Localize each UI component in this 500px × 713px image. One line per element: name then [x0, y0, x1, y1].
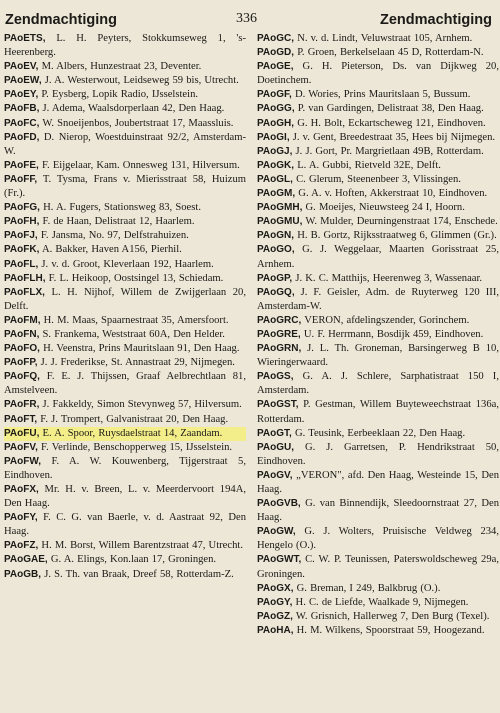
call-sign: PAoGD, — [257, 47, 295, 59]
entry-details: P. Gestman, Willem Buyteweechstraat 136a, Rotterdam. — [257, 399, 499, 425]
directory-entry — [257, 187, 499, 201]
entry-details: J. v. Gent, Breedestraat 35, Hees bij Nijmegen. — [289, 131, 496, 143]
entry-details: G. H. Pieterson, Ds. van Dijkweg 20, Doetinchem. — [257, 61, 499, 87]
directory-entry — [4, 88, 246, 102]
call-sign: PAoFP, — [4, 357, 38, 369]
header-left-title: Zendmachtiging — [5, 12, 117, 28]
directory-entry — [257, 215, 499, 229]
call-sign: PAoGWT, — [257, 554, 302, 566]
directory-entry — [257, 553, 499, 581]
directory-entry — [4, 215, 246, 229]
directory-entry — [257, 201, 499, 215]
entry-details: F. Verlinde, Benschopperweg 15, IJsselstein. — [37, 441, 233, 453]
entry-details: H. M. Maas, Spaarnestraat 35, Amersfoort. — [40, 314, 229, 326]
entry-details: D. Wories, Prins Mauritslaan 5, Bussum. — [291, 89, 471, 101]
entry-details: H. B. Gortz, Rijksstraatweg 6, Glimmen (Gr.). — [294, 230, 497, 242]
call-sign: PAoGU, — [257, 441, 295, 453]
directory-entry — [4, 539, 246, 553]
directory-entry — [257, 32, 499, 46]
directory-entry — [4, 258, 246, 272]
call-sign: PAoGRN, — [257, 343, 302, 355]
entry-details: U. F. Herrmann, Bosdijk 459, Eindhoven. — [300, 328, 484, 340]
directory-entry — [257, 60, 499, 88]
call-sign: PAoGW, — [257, 526, 296, 538]
directory-entry — [257, 173, 499, 187]
entry-details: G. van Binnendijk, Sleedoornstraat 27, Den Haag. — [257, 498, 499, 524]
entry-details: J. A. Westerwout, Leidseweg 59 bis, Utrecht. — [41, 75, 239, 87]
call-sign: PAoFE, — [4, 159, 39, 171]
page-number: 336 — [236, 11, 257, 26]
directory-entry — [257, 117, 499, 131]
entry-details: G. Breman, I 249, Balkbrug (O.). — [293, 582, 441, 594]
directory-entry — [4, 356, 246, 370]
call-sign: PAoGX, — [257, 582, 294, 594]
entry-details: F. L. Heikoop, Oostsingel 13, Schiedam. — [45, 272, 224, 284]
header-right-title: Zendmachtiging — [380, 12, 492, 28]
entry-details: A. Bakker, Haven A156, Pierhil. — [39, 244, 182, 256]
call-sign: PAoGY, — [257, 596, 293, 608]
entry-details: P. Eysberg, Lopik Radio, IJsselstein. — [38, 89, 199, 101]
directory-entry — [4, 131, 246, 159]
directory-entry — [257, 131, 499, 145]
call-sign: PAoFV, — [4, 441, 38, 453]
call-sign: PAoGF, — [257, 89, 292, 101]
entry-details: F. J. Trompert, Galvanistraat 20, Den Haag. — [37, 413, 229, 425]
entry-details: J. Adema, Waalsdorperlaan 42, Den Haag. — [39, 103, 225, 115]
call-sign: PAoGRC, — [257, 314, 302, 326]
call-sign: PAoFL, — [4, 258, 39, 270]
directory-entry — [257, 398, 499, 426]
call-sign: PAoFK, — [4, 244, 40, 256]
entry-details: W. Mulder, Deurningenstraat 174, Enschede. — [302, 216, 498, 228]
entry-details: J. K. C. Matthijs, Heerenweg 3, Wassenaar. — [292, 272, 483, 284]
entry-details: H. M. Wilkens, Spoorstraat 59, Hoogezand. — [293, 624, 485, 636]
call-sign: PAoGP, — [257, 272, 293, 284]
call-sign: PAoFF, — [4, 173, 38, 185]
entry-details: C. W. P. Teunissen, Paterswoldscheweg 29a, Groningen. — [257, 554, 499, 580]
directory-entry — [257, 145, 499, 159]
call-sign: PAoGV, — [257, 469, 293, 481]
call-sign: PAoGS, — [257, 371, 294, 383]
directory-entry — [4, 173, 246, 201]
directory-entry — [4, 413, 246, 427]
entry-details: N. v. d. Lindt, Veluwstraat 105, Arnhem. — [294, 33, 473, 44]
entry-details: F. Eijgelaar, Kam. Onnesweg 131, Hilversum. — [38, 159, 240, 171]
entry-details: M. Albers, Hunzestraat 23, Deventer. — [38, 61, 202, 73]
directory-entry — [4, 60, 246, 74]
entry-details: J. J. Gort, Pr. Margrietlaan 49B, Rotterdam. — [292, 145, 484, 157]
call-sign: PAoEW, — [4, 75, 42, 87]
entry-details: C. Glerum, Steenenbeer 3, Vlissingen. — [292, 173, 461, 185]
directory-entry — [257, 497, 499, 525]
directory-entry — [4, 314, 246, 328]
entry-details: F. C. G. van Baerle, v. d. Aastraat 92, Den Haag. — [4, 512, 246, 538]
call-sign: PAoGM, — [257, 188, 296, 200]
directory-entry — [4, 286, 246, 314]
directory-entry — [4, 342, 246, 356]
entry-details: J. L. Th. Groneman, Barsingerweg B 10, Wieringerwaard. — [257, 343, 499, 369]
entry-details: Mr. H. v. Breen, L. v. Meerdervoort 194A, Den Haag. — [4, 484, 246, 510]
entry-details: E. A. Spoor, Ruysdaelstraat 14, Zaandam. — [39, 427, 223, 439]
call-sign: PAoFT, — [4, 413, 38, 425]
entry-details: H. C. de Liefde, Waalkade 9, Nijmegen. — [292, 596, 469, 608]
call-sign: PAoGJ, — [257, 145, 293, 157]
entry-details: T. Tysma, Frans v. Mierisstraat 58, Huizum (Fr.). — [4, 173, 246, 200]
call-sign: PAoEY, — [4, 89, 39, 101]
call-sign: PAoGQ, — [257, 286, 295, 298]
call-sign: PAoGC, — [257, 33, 295, 44]
directory-entry — [257, 525, 499, 553]
call-sign: PAoGE, — [257, 61, 294, 73]
directory-entry — [257, 342, 499, 370]
call-sign: PAoGRE, — [257, 328, 301, 340]
directory-entry — [4, 243, 246, 257]
call-sign: PAoFY, — [4, 512, 38, 524]
entry-details: G. Moeijes, Nieuwsteeg 24 I, Hoorn. — [302, 202, 465, 214]
entry-details: J. Fakkeldy, Simon Stevynweg 57, Hilversum. — [39, 399, 242, 411]
call-sign: PAoFX, — [4, 484, 39, 495]
call-sign: PAoFC, — [4, 117, 40, 129]
directory-entry — [257, 441, 499, 469]
entry-details: „VERON", afd. Den Haag, Westeinde 15, Den Haag. — [257, 469, 499, 495]
call-sign: PAoGMH, — [257, 202, 303, 214]
call-sign: PAoGST, — [257, 399, 299, 411]
entry-details: L. A. Gubbi, Rietveld 32E, Delft. — [294, 159, 441, 171]
directory-entry — [257, 286, 499, 314]
call-sign: PAoFQ, — [4, 371, 40, 383]
call-sign: PAoETS, — [4, 33, 46, 44]
directory-entry — [4, 272, 246, 286]
call-sign: PAoFZ, — [4, 540, 39, 552]
entry-details: G. Teusink, Eerbeeklaan 22, Den Haag. — [291, 427, 466, 439]
entry-details: J. J. Frederikse, St. Annastraat 29, Nijmegen. — [37, 357, 235, 369]
directory-entry — [257, 88, 499, 102]
directory-entry — [257, 328, 499, 342]
directory-entry — [257, 229, 499, 243]
entry-details: G. A. v. Hoften, Akkerstraat 10, Eindhoven. — [295, 188, 488, 200]
call-sign: PAoGVB, — [257, 498, 301, 510]
directory-entry — [4, 568, 246, 582]
directory-entry — [257, 46, 499, 60]
entry-details: F. E. J. Thijssen, Graaf Aelbrechtlaan 81, Amstelveen. — [4, 371, 246, 397]
call-sign: PAoFM, — [4, 314, 41, 326]
entry-details: G. J. Weggelaar, Maarten Gorisstraat 25, Arnhem. — [257, 244, 499, 270]
directory-entry — [4, 455, 246, 483]
entry-details: P. van Gardingen, Delistraat 38, Den Haag. — [294, 103, 484, 115]
directory-entry — [257, 370, 499, 398]
directory-entry — [4, 229, 246, 243]
call-sign: PAoGL, — [257, 173, 293, 185]
directory-entry — [257, 159, 499, 173]
entry-details: J. F. Geisler, Adm. de Ruyterweg 120 III, Amsterdam-W. — [257, 286, 499, 312]
directory-entry — [257, 469, 499, 497]
call-sign: PAoGZ, — [257, 610, 293, 622]
entry-details: H. Veenstra, Prins Mauritslaan 91, Den Haag. — [39, 343, 240, 355]
call-sign: PAoFB, — [4, 103, 40, 115]
directory-entry — [257, 596, 499, 610]
directory-entry — [4, 328, 246, 342]
entry-details: VERON, afdelingszender, Gorinchem. — [301, 314, 470, 326]
call-sign: PAoFLX, — [4, 286, 45, 298]
directory-entry — [4, 511, 246, 539]
entry-details: L. H. Nijhof, Willem de Zwijgerlaan 20, Delft. — [4, 286, 246, 312]
directory-entry — [257, 272, 499, 286]
directory-entry — [4, 117, 246, 131]
call-sign: PAoGG, — [257, 103, 295, 115]
entry-details: P. Groen, Berkelselaan 45 D, Rotterdam-N. — [294, 47, 484, 59]
page-header — [0, 5, 500, 31]
directory-entry — [257, 243, 499, 271]
entry-details: F. Jansma, No. 97, Delfstrahuizen. — [37, 230, 189, 242]
call-sign: PAoGI, — [257, 131, 290, 143]
call-sign: PAoFW, — [4, 455, 42, 467]
call-sign: PAoGT, — [257, 427, 292, 439]
entry-details: G. J. Wolters, Pruisische Veldweg 234, Hengelo (O.). — [257, 526, 499, 552]
call-sign: PAoFJ, — [4, 230, 38, 242]
call-sign: PAoFO, — [4, 343, 40, 355]
directory-entry — [4, 32, 246, 60]
directory-entry — [4, 553, 246, 567]
call-sign: PAoFN, — [4, 328, 40, 340]
highlighted-entry — [4, 427, 246, 441]
call-sign: PAoFD, — [4, 131, 40, 143]
directory-entry — [4, 398, 246, 412]
entry-details: H. M. Borst, Willem Barentzstraat 47, Utrecht. — [38, 540, 243, 552]
entry-details: F. A. W. Kouwenberg, Tijgerstraat 5, Eindhoven. — [4, 455, 246, 481]
directory-entry — [257, 610, 499, 624]
entry-details: J. v. d. Groot, Kleverlaan 192, Haarlem. — [38, 258, 214, 270]
directory-entry — [4, 201, 246, 215]
directory-entry — [4, 483, 246, 511]
call-sign: PAoFH, — [4, 216, 40, 228]
entry-details: L. H. Peyters, Stokkumseweg 1, 's-Heerenberg. — [4, 33, 246, 59]
entry-details: D. Nierop, Woestduinstraat 92/2, Amsterdam-W. — [4, 131, 246, 157]
directory-entry — [4, 441, 246, 455]
call-sign: PAoGN, — [257, 230, 295, 242]
call-sign: PAoFG, — [4, 202, 40, 214]
directory-entry — [4, 370, 246, 398]
entry-details: F. de Haan, Delistraat 12, Haarlem. — [39, 216, 195, 228]
entry-details: G. H. Bolt, Eckartscheweg 121, Eindhoven. — [294, 117, 486, 129]
call-sign: PAoGB, — [4, 568, 42, 580]
entry-details: G. J. Garretsen, P. Hendrikstraat 50, Eindhoven. — [257, 441, 499, 467]
entry-details: W. Snoeijenbos, Joubertstraat 17, Maassluis. — [39, 117, 234, 129]
entry-details: J. S. Th. van Braak, Dreef 58, Rotterdam-Z. — [41, 568, 234, 580]
directory-entry — [257, 314, 499, 328]
directory-entry — [4, 74, 246, 88]
call-sign: PAoFU, — [4, 427, 40, 439]
call-sign: PAoEV, — [4, 61, 39, 73]
call-sign: PAoGMU, — [257, 216, 303, 228]
entry-details: G. A. Elings, Kon.laan 17, Groningen. — [47, 554, 217, 566]
directory-entry — [257, 582, 499, 596]
call-sign: PAoFLH, — [4, 272, 46, 284]
directory-entry — [4, 159, 246, 173]
call-sign: PAoGK, — [257, 159, 295, 171]
call-sign: PAoHA, — [257, 624, 294, 636]
directory-entry — [4, 102, 246, 116]
entry-details: S. Frankema, Weststraat 60A, Den Helder. — [39, 328, 225, 340]
entry-details: H. A. Fugers, Stationsweg 83, Soest. — [39, 202, 201, 214]
call-sign: PAoGH, — [257, 117, 295, 129]
call-sign: PAoGAE, — [4, 554, 48, 566]
call-sign: PAoFR, — [4, 399, 40, 411]
directory-entry — [257, 624, 499, 638]
directory-entry — [257, 427, 499, 441]
left-column — [4, 32, 246, 582]
entry-details: W. Grisnich, Hallerweg 7, Den Burg (Texel). — [292, 610, 490, 622]
call-sign: PAoGO, — [257, 244, 295, 256]
right-column — [257, 32, 499, 638]
entry-details: G. A. J. Schlere, Sarphatistraat 150 I, Amsterdam. — [257, 371, 499, 397]
directory-entry — [257, 102, 499, 116]
